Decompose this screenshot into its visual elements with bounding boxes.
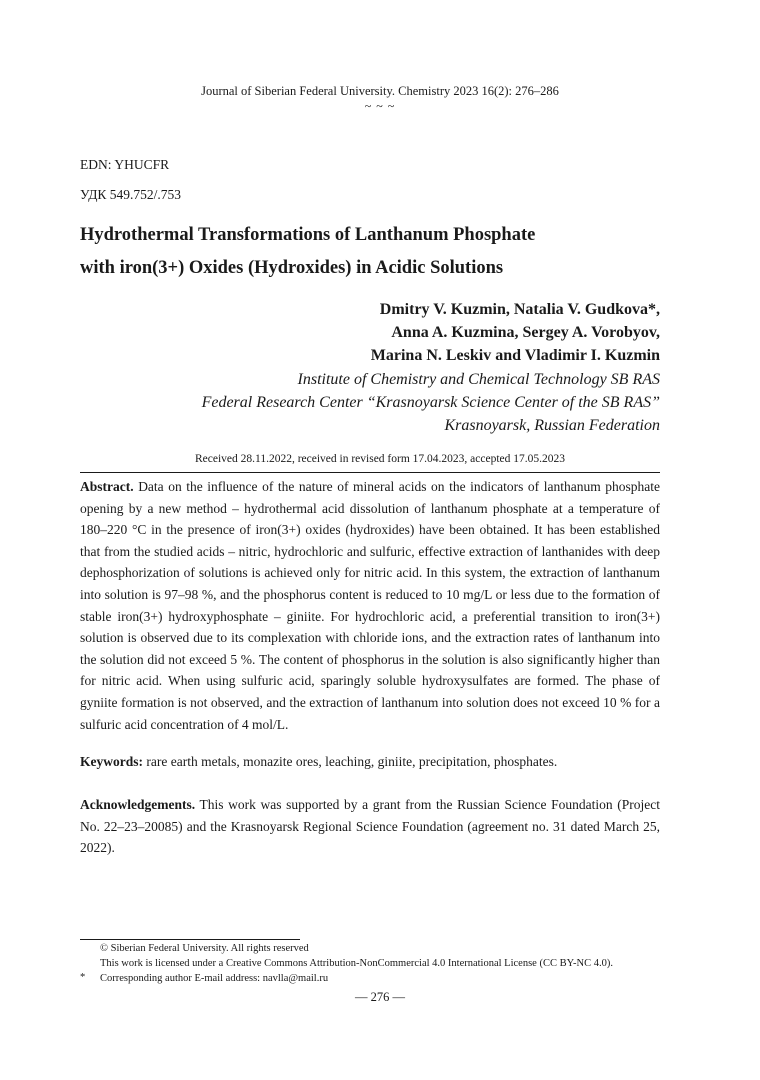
affiliation-line-2: Federal Research Center “Krasnoyarsk Science Center of the SB RAS” (201, 394, 660, 411)
abstract-label: Abstract. (80, 479, 134, 494)
acknowledgements-label: Acknowledgements. (80, 797, 196, 812)
footnote-divider (80, 939, 300, 940)
author-list (371, 298, 660, 367)
title-line-2: with iron(3+) Oxides (Hydroxides) in Acidic Solutions (80, 258, 504, 278)
acknowledgements (80, 794, 660, 859)
acknowledgements-text: This work was supported by a grant from the Russian Science Foundation (Project No. 22–23–20085) and the Krasnoyarsk Regional Science Foundation (agreement no. 31 dated March 25, 2022). (80, 797, 660, 856)
abstract-text: Data on the influence of the nature of mineral acids on the indicators of lanthanum phosphate opening by a new method – hydrothermal acid dissolution of lanthanum phosphate at a temperature of 180–220 °C in the presence of iron(3+) oxides (hydroxides) have been obtained. It has been established that from the studied acids – nitric, hydrochloric and sulfuric, effective extraction of lanthanides with deep dephosphorization of solutions is achieved only for nitric acid. In this system, the extraction of lanthanum into solution is 97–98 %, and the phosphorus content is reduced to 10 mg/L or less due to the formation of stable iron(3+) hydroxyphosphate – giniite. For hydrochloric acid, a preferential transition to iron(3+) solution is observed due to its complexation with chloride ions, and the extraction rates of lanthanum into the solution did not exceed 5 %. The content of phosphorus in the solution is also significantly higher than for nitric acid. When using sulfuric acid, sparingly soluble hydroxysulfates are formed. The phase of gyniite formation is not observed, and the extraction of lanthanum into solution does not exceed 10 % for a sulfuric acid concentration of 4 mol/L. (80, 479, 661, 732)
keywords-label: Keywords: (80, 754, 143, 769)
received-dates: Received 28.11.2022, received in revised form 17.04.2023, accepted 17.05.2023 (194, 453, 566, 465)
header-ornament: ~ ~ ~ (364, 99, 396, 113)
abstract (80, 476, 660, 735)
edn-code: EDN: YHUCFR (80, 157, 170, 172)
authors-line-1: Dmitry V. Kuzmin, Natalia V. Gudkova*, (379, 301, 660, 318)
title-line-1: Hydrothermal Transformations of Lanthanum Phosphate (80, 225, 536, 245)
journal-header: Journal of Siberian Federal University. Chemistry 2023 16(2): 276–286 (201, 84, 559, 98)
corresponding-author-note: Corresponding author E-mail address: navlla@mail.ru (100, 973, 329, 984)
authors-line-3: Marina N. Leskiv and Vladimir I. Kuzmin (370, 347, 660, 364)
article-title (80, 219, 700, 285)
affiliation-line-1: Institute of Chemistry and Chemical Technology SB RAS (297, 371, 660, 388)
footnote-star: * (80, 972, 86, 983)
copyright-note: © Siberian Federal University. All rights reserved (100, 943, 309, 954)
page-number: ― 276 ― (355, 990, 405, 1004)
affiliation-line-3: Krasnoyarsk, Russian Federation (444, 417, 660, 434)
affiliation (202, 368, 660, 437)
keywords (80, 751, 660, 773)
keywords-text: rare earth metals, monazite ores, leaching, giniite, precipitation, phosphates. (146, 754, 558, 769)
license-note: This work is licensed under a Creative Commons Attribution-NonCommercial 4.0 International License (CC BY-NC 4.0). (100, 958, 613, 969)
authors-line-2: Anna A. Kuzmina, Sergey A. Vorobyov, (391, 324, 660, 341)
udc-code: УДК 549.752/.753 (80, 187, 182, 202)
divider (80, 472, 660, 473)
